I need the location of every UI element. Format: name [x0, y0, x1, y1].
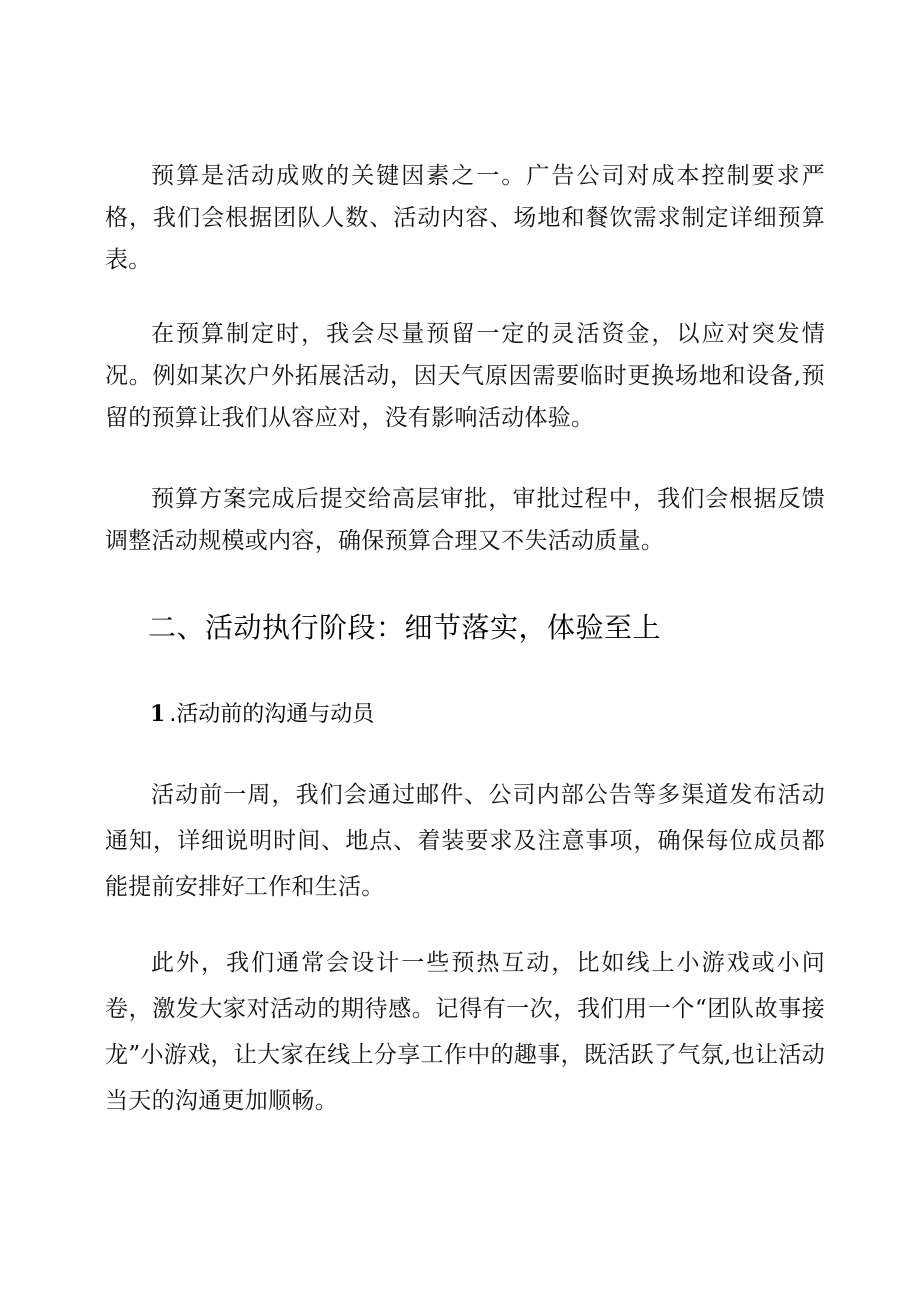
paragraph-budget-approval: 预算方案完成后提交给高层审批，审批过程中，我们会根据反馈调整活动规模或内容，确保预算合理又不失活动质量。 — [105, 486, 825, 554]
paragraph-budget-intro: 预算是活动成败的关键因素之一。广告公司对成本控制要求严格，我们会根据团队人数、活动内容、场地和餐饮需求制定详细预算表。 — [105, 163, 825, 273]
section-heading-execution: 二、活动执行阶段：细节落实，体验至上 — [148, 611, 662, 644]
subsection-heading-communication — [150, 696, 374, 733]
paragraph-warmup-interaction: 此外，我们通常会设计一些预热互动，比如线上小游戏或小问卷，激发大家对活动的期待感。记得有一次，我们用一个“团队故事接龙”小游戏，让大家在线上分享工作中的趣事，既活跃了气氛,也让活动当天的沟通更加顺畅。 — [105, 950, 825, 1114]
subsection-number: 1 — [150, 701, 166, 727]
paragraph-pre-event-notice: 活动前一周，我们会通过邮件、公司内部公告等多渠道发布活动通知，详细说明时间、地点、着装要求及注意事项，确保每位成员都能提前安排好工作和生活。 — [105, 782, 825, 900]
paragraph-budget-flexible-funds: 在预算制定时，我会尽量预留一定的灵活资金，以应对突发情况。例如某次户外拓展活动，因天气原因需要临时更换场地和设备,预留的预算让我们从容应对，没有影响活动体验。 — [105, 321, 825, 431]
subsection-title: .活动前的沟通与动员 — [169, 702, 375, 727]
